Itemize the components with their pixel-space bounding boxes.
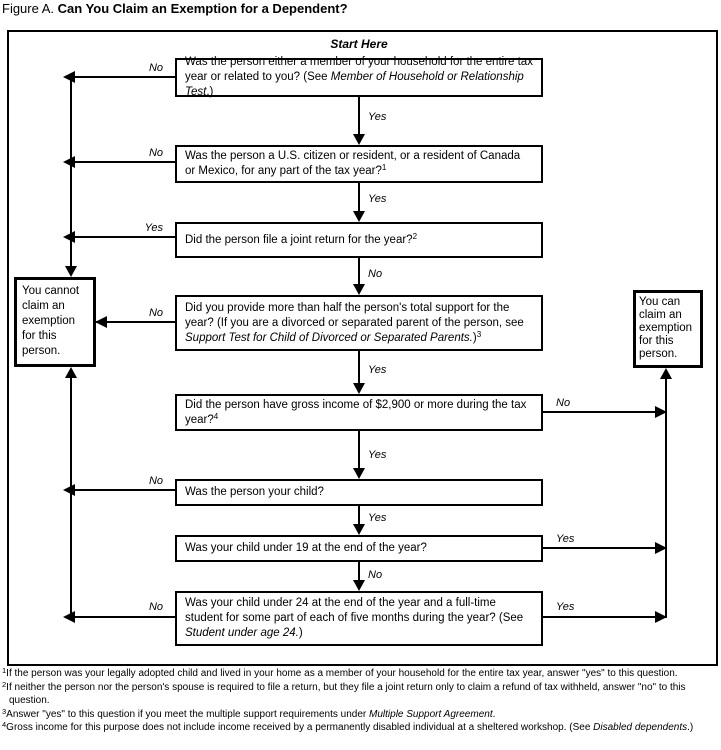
- footnote-4-number: 4: [2, 720, 7, 729]
- arrowhead-left-q1: [63, 71, 75, 83]
- branch-label-yes-q8: Yes: [556, 601, 575, 613]
- question-box-3: [175, 222, 543, 258]
- branch-label-yes-q7: Yes: [556, 533, 575, 545]
- question-text-2: Was the person a U.S. citizen or resident, or a resident of Canada or Mexico, for any part of the tax year?$^1$: [185, 150, 521, 177]
- connector-q8-yes: [543, 616, 666, 618]
- footnote-4-text: Gross income for this purpose does not include income received by a permanently disabled individual at a sheltered workshop. (See Disabled dependents.): [6, 722, 694, 733]
- arrowhead-down-q8: [353, 580, 365, 591]
- question-box-2: [175, 145, 543, 183]
- question-box-4: [175, 295, 543, 351]
- footnotes: [2, 667, 719, 735]
- start-here-label: Start Here: [330, 37, 388, 51]
- connector-q2-q3: [358, 182, 360, 213]
- footnote-3-text: Answer "yes" to this question if you meet the multiple support requirements under Multiple Support Agreement.: [6, 708, 496, 720]
- question-box-1: [175, 58, 543, 97]
- arrowhead-down-q3: [353, 211, 365, 222]
- arrowhead-left-q4: [95, 316, 107, 328]
- branch-label-yes-q4: Yes: [368, 364, 387, 376]
- branch-label-no-q1: No: [148, 62, 163, 74]
- arrowhead-left-q2: [63, 156, 75, 168]
- collector-left-lower: [70, 376, 72, 618]
- branch-label-no-q4: No: [148, 307, 163, 319]
- question-text-3: Did the person file a joint return for the year?$^2$: [185, 231, 418, 246]
- arrowhead-down-q6: [353, 468, 365, 479]
- question-text-1: Was the person either a member of your household for the entire tax year or related to you? (See Member of Household or Relationship Test.): [185, 56, 533, 98]
- question-text-5: Did the person have gross income of $2,900 or more during the tax year?$^4$: [185, 398, 527, 426]
- connector-q6-q7: [358, 505, 360, 526]
- collector-left-upper: [70, 76, 72, 268]
- branch-label-yes-q2: Yes: [368, 193, 387, 205]
- branch-label-no-q6: No: [148, 475, 163, 487]
- connector-q1-no: [70, 76, 175, 78]
- arrowhead-into-cannot-bottom: [65, 367, 77, 378]
- footnote-3: [2, 708, 719, 722]
- arrowhead-down-q5: [353, 383, 365, 394]
- question-box-7: [175, 535, 543, 562]
- figure-title-main: Can You Claim an Exemption for a Dependent?: [57, 1, 348, 16]
- connector-q4-no: [96, 321, 175, 323]
- arrowhead-left-q8: [63, 611, 75, 623]
- branch-label-yes-q5: Yes: [368, 449, 387, 461]
- connector-q1-q2: [358, 96, 360, 135]
- result-box-cannot-claim: You cannot claim an exemption for this person.: [14, 277, 96, 367]
- footnote-1: [2, 667, 719, 681]
- question-box-6: [175, 479, 543, 506]
- connector-q8-no: [70, 616, 175, 618]
- branch-label-no-q3: No: [368, 268, 383, 280]
- branch-label-yes-q6: Yes: [368, 512, 387, 524]
- arrowhead-down-q7: [353, 524, 365, 535]
- question-text-8: Was your child under 24 at the end of the year and a full-time student for some part of each of five months during the year? (See Student under age 24.): [185, 597, 524, 639]
- connector-q7-yes: [543, 547, 666, 549]
- arrowhead-into-can-bottom: [660, 368, 672, 379]
- connector-q5-q6: [358, 430, 360, 470]
- branch-label-no-q5: No: [556, 397, 571, 409]
- question-text-6: Was the person your child?: [185, 486, 324, 498]
- branch-label-no-q7: No: [368, 569, 383, 581]
- connector-q5-no: [543, 411, 666, 413]
- branch-label-yes-q3: Yes: [144, 222, 163, 234]
- arrowhead-into-cannot-top: [65, 266, 77, 277]
- footnote-1-number: 1: [2, 666, 7, 675]
- question-box-5: [175, 394, 543, 431]
- figure-title: [2, 1, 348, 16]
- arrowhead-down-q4: [353, 284, 365, 295]
- question-text-7: Was your child under 19 at the end of the year?: [185, 542, 427, 554]
- arrowhead-down-q2: [353, 134, 365, 145]
- branch-label-yes-q1: Yes: [368, 111, 387, 123]
- connector-q2-no: [70, 161, 175, 163]
- connector-q7-q8: [358, 561, 360, 582]
- arrowhead-left-q6: [63, 484, 75, 496]
- branch-label-no-q8: No: [148, 601, 163, 613]
- question-box-8: [175, 591, 543, 646]
- footnote-2-text: If neither the person nor the person's spouse is required to file a return, but they file a joint return only to claim a refund of tax withheld, answer "no" to this question.: [6, 681, 686, 706]
- connector-q6-no: [70, 489, 175, 491]
- footnote-2-number: 2: [2, 679, 7, 689]
- result-box-can-claim: You can claim an exemption for this person.: [633, 290, 703, 368]
- collector-right: [665, 378, 667, 618]
- connector-q3-q4: [358, 257, 360, 286]
- arrowhead-left-q3: [63, 231, 75, 243]
- footnote-2: [2, 681, 719, 708]
- footnote-3-number: 3: [2, 706, 7, 716]
- branch-label-no-q2: No: [148, 147, 163, 159]
- footnote-4: [2, 721, 719, 735]
- connector-q3-yes: [70, 236, 175, 238]
- question-text-4: Did you provide more than half the person's total support for the year? (If you are a divorced or separated parent of the person, see Support Test for Child of Divorced or Separated Parents.)$^3$: [185, 301, 524, 344]
- figure-title-prefix: Figure A.: [2, 1, 55, 16]
- footnote-1-text: If the person was your legally adopted child and lived in your home as a member of your household for the entire tax year, answer "yes" to this question.: [6, 668, 678, 679]
- connector-q4-q5: [358, 350, 360, 385]
